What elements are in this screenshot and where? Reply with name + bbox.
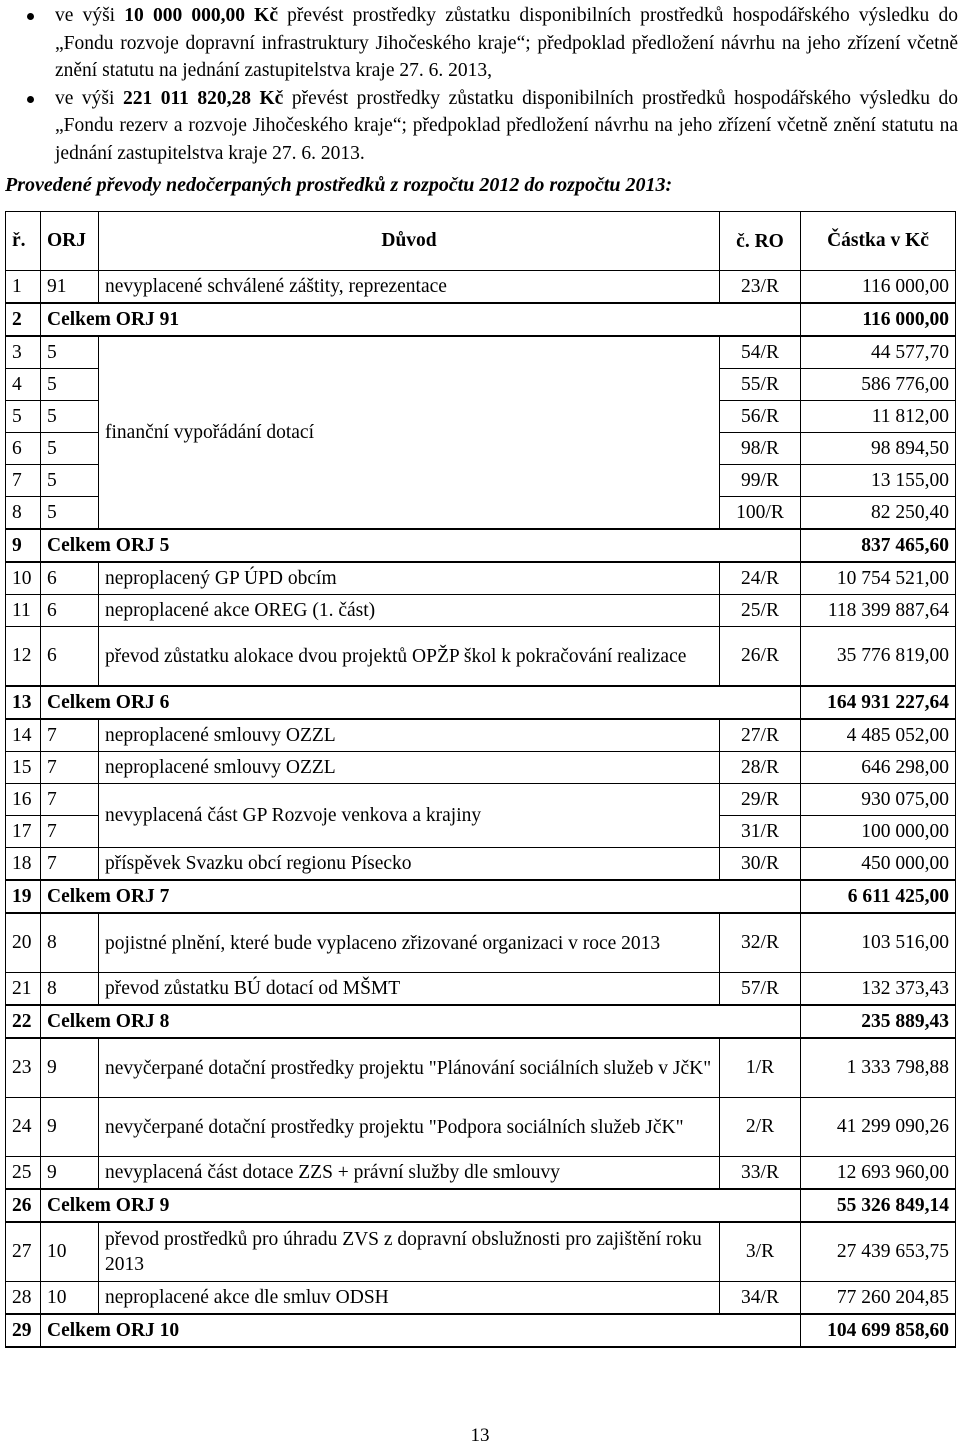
- cell-no: 8: [6, 497, 41, 530]
- cell-amount: 4 485 052,00: [801, 719, 956, 752]
- cell-total-label: Celkem ORJ 6: [41, 686, 801, 719]
- bullet-amount: 221 011 820,28 Kč: [122, 87, 284, 109]
- table-row: [6, 627, 956, 687]
- cell-orj: 5: [41, 497, 99, 530]
- cell-reason: pojistné plnění, které bude vyplaceno zřizované organizaci v roce 2013: [99, 913, 720, 973]
- cell-amount: 646 298,00: [801, 752, 956, 784]
- cell-reason: neproplacené smlouvy OZZL: [99, 752, 720, 784]
- cell-orj: 8: [41, 913, 99, 973]
- cell-no: 3: [6, 336, 41, 369]
- cell-orj: 91: [41, 271, 99, 304]
- cell-ro: 55/R: [720, 369, 801, 401]
- cell-amount: 104 699 858,60: [801, 1314, 956, 1347]
- cell-total-label: Celkem ORJ 5: [41, 529, 801, 562]
- cell-amount: 27 439 653,75: [801, 1222, 956, 1282]
- cell-no: 24: [6, 1098, 41, 1157]
- cell-amount: 6 611 425,00: [801, 880, 956, 913]
- cell-amount: 132 373,43: [801, 973, 956, 1006]
- cell-ro: 27/R: [720, 719, 801, 752]
- bullet-amount: 10 000 000,00 Kč: [124, 5, 278, 26]
- cell-amount: 103 516,00: [801, 913, 956, 973]
- cell-no: 12: [6, 627, 41, 687]
- bullet-prefix: ve výši: [55, 5, 125, 26]
- cell-reason: neproplacené akce OREG (1. část): [99, 595, 720, 627]
- cell-amount: 35 776 819,00: [801, 627, 956, 687]
- total-row: [6, 880, 956, 913]
- cell-no: 26: [6, 1189, 41, 1222]
- cell-amount: 44 577,70: [801, 336, 956, 369]
- cell-orj: 5: [41, 465, 99, 497]
- cell-no: 11: [6, 595, 41, 627]
- total-row: [6, 1314, 956, 1347]
- cell-ro: 29/R: [720, 784, 801, 816]
- cell-amount: 82 250,40: [801, 497, 956, 530]
- table-row: [6, 913, 956, 973]
- cell-amount: 100 000,00: [801, 816, 956, 848]
- cell-no: 25: [6, 1157, 41, 1190]
- cell-no: 9: [6, 529, 41, 562]
- cell-no: 2: [6, 303, 41, 336]
- total-row: [6, 1189, 956, 1222]
- table-row: [6, 1098, 956, 1157]
- table-row: [6, 784, 956, 816]
- cell-total-label: Celkem ORJ 9: [41, 1189, 801, 1222]
- header-amount: Částka v Kč: [801, 212, 956, 271]
- cell-amount: 13 155,00: [801, 465, 956, 497]
- cell-no: 19: [6, 880, 41, 913]
- cell-amount: 98 894,50: [801, 433, 956, 465]
- cell-no: 28: [6, 1282, 41, 1315]
- cell-ro: 3/R: [720, 1222, 801, 1282]
- cell-no: 21: [6, 973, 41, 1006]
- cell-total-label: Celkem ORJ 7: [41, 880, 801, 913]
- cell-amount: 11 812,00: [801, 401, 956, 433]
- cell-orj: 9: [41, 1157, 99, 1190]
- cell-orj: 5: [41, 401, 99, 433]
- cell-no: 22: [6, 1005, 41, 1038]
- cell-ro: 26/R: [720, 627, 801, 687]
- cell-reason: neproplacené akce dle smluv ODSH: [99, 1282, 720, 1315]
- bullet-dot-icon: [27, 13, 34, 20]
- bullet-text: převést prostředky zůstatku disponibilních prostředků hospodářského výsledku do „Fondu rezerv a rozvoje Jihočeského kraje“; předpoklad předložení návrhu na jeho zřízení včetně znění statutu na jednání zastupitelstva kraje 27. 6. 2013.: [55, 87, 958, 164]
- cell-ro: 99/R: [720, 465, 801, 497]
- cell-orj: 5: [41, 369, 99, 401]
- table-row: [6, 562, 956, 595]
- cell-no: 7: [6, 465, 41, 497]
- cell-amount: 837 465,60: [801, 529, 956, 562]
- cell-total-label: Celkem ORJ 91: [41, 303, 801, 336]
- table-row: [6, 336, 956, 369]
- total-row: [6, 303, 956, 336]
- cell-reason-merged: finanční vypořádání dotací: [99, 336, 720, 529]
- cell-ro: 34/R: [720, 1282, 801, 1315]
- table-row: [6, 1222, 956, 1282]
- table-row: [6, 973, 956, 1006]
- header-ro: č. RO: [720, 212, 801, 271]
- cell-ro: 23/R: [720, 271, 801, 304]
- header-orj: ORJ: [41, 212, 99, 271]
- transfers-table: [5, 211, 956, 1348]
- cell-orj: 6: [41, 627, 99, 687]
- cell-orj: 10: [41, 1222, 99, 1282]
- cell-orj: 7: [41, 719, 99, 752]
- total-row: [6, 1005, 956, 1038]
- cell-amount: 586 776,00: [801, 369, 956, 401]
- bullet-list: [0, 2, 958, 167]
- cell-orj: 7: [41, 784, 99, 816]
- cell-amount: 930 075,00: [801, 784, 956, 816]
- header-reason: Důvod: [99, 212, 720, 271]
- bullet-text: převést prostředky zůstatku disponibilních prostředků hospodářského výsledku do „Fondu rozvoje dopravní infrastruktury Jihočeského kraje“; předpoklad předložení návrhu na jeho zřízení včetně znění statutu na jednání zastupitelstva kraje 27. 6. 2013,: [55, 5, 958, 81]
- cell-amount: 1 333 798,88: [801, 1038, 956, 1098]
- cell-reason: neproplacené smlouvy OZZL: [99, 719, 720, 752]
- cell-orj: 7: [41, 752, 99, 784]
- table-row: [6, 1157, 956, 1190]
- cell-orj: 8: [41, 973, 99, 1006]
- cell-no: 15: [6, 752, 41, 784]
- bullet-prefix: ve výši: [55, 87, 123, 109]
- cell-orj: 9: [41, 1098, 99, 1157]
- table-row: [6, 752, 956, 784]
- cell-ro: 33/R: [720, 1157, 801, 1190]
- cell-orj: 7: [41, 816, 99, 848]
- cell-ro: 24/R: [720, 562, 801, 595]
- cell-orj: 6: [41, 595, 99, 627]
- cell-reason: nevyčerpané dotační prostředky projektu "Plánování sociálních služeb v JčK": [99, 1038, 720, 1098]
- cell-no: 20: [6, 913, 41, 973]
- cell-total-label: Celkem ORJ 8: [41, 1005, 801, 1038]
- cell-ro: 28/R: [720, 752, 801, 784]
- total-row: [6, 529, 956, 562]
- total-row: [6, 686, 956, 719]
- cell-no: 18: [6, 848, 41, 881]
- cell-orj: 5: [41, 433, 99, 465]
- cell-reason: převod zůstatku alokace dvou projektů OPŽP škol k pokračování realizace: [99, 627, 720, 687]
- bullet-item: [0, 85, 958, 168]
- cell-reason: převod zůstatku BÚ dotací od MŠMT: [99, 973, 720, 1006]
- header-no: ř.: [6, 212, 41, 271]
- cell-amount: 77 260 204,85: [801, 1282, 956, 1315]
- cell-no: 10: [6, 562, 41, 595]
- cell-amount: 41 299 090,26: [801, 1098, 956, 1157]
- table-row: [6, 1282, 956, 1315]
- cell-amount: 116 000,00: [801, 303, 956, 336]
- cell-amount: 12 693 960,00: [801, 1157, 956, 1190]
- cell-no: 6: [6, 433, 41, 465]
- cell-orj: 6: [41, 562, 99, 595]
- cell-orj: 10: [41, 1282, 99, 1315]
- page-number: 13: [470, 1425, 490, 1446]
- cell-reason: neproplacený GP ÚPD obcím: [99, 562, 720, 595]
- cell-orj: 9: [41, 1038, 99, 1098]
- cell-amount: 235 889,43: [801, 1005, 956, 1038]
- cell-reason: nevyplacená část dotace ZZS + právní služby dle smlouvy: [99, 1157, 720, 1190]
- cell-ro: 57/R: [720, 973, 801, 1006]
- cell-reason-merged: nevyplacená část GP Rozvoje venkova a krajiny: [99, 784, 720, 848]
- cell-reason: nevyčerpané dotační prostředky projektu "Podpora sociálních služeb JčK": [99, 1098, 720, 1157]
- cell-ro: 31/R: [720, 816, 801, 848]
- cell-ro: 25/R: [720, 595, 801, 627]
- cell-ro: 32/R: [720, 913, 801, 973]
- table-row: [6, 271, 956, 304]
- cell-no: 17: [6, 816, 41, 848]
- bullet-dot-icon: [27, 96, 34, 103]
- cell-total-label: Celkem ORJ 10: [41, 1314, 801, 1347]
- table-row: [6, 719, 956, 752]
- cell-ro: 98/R: [720, 433, 801, 465]
- cell-no: 14: [6, 719, 41, 752]
- cell-amount: 450 000,00: [801, 848, 956, 881]
- cell-reason: nevyplacené schválené záštity, reprezentace: [99, 271, 720, 304]
- cell-amount: 118 399 887,64: [801, 595, 956, 627]
- cell-amount: 10 754 521,00: [801, 562, 956, 595]
- table-row: [6, 595, 956, 627]
- cell-amount: 55 326 849,14: [801, 1189, 956, 1222]
- section-heading: Provedené převody nedočerpaných prostředků z rozpočtu 2012 do rozpočtu 2013:: [5, 174, 673, 196]
- cell-no: 23: [6, 1038, 41, 1098]
- table-header-row: [6, 212, 956, 271]
- table-row: [6, 848, 956, 881]
- cell-ro: 54/R: [720, 336, 801, 369]
- cell-orj: 5: [41, 336, 99, 369]
- cell-no: 1: [6, 271, 41, 304]
- cell-amount: 116 000,00: [801, 271, 956, 304]
- cell-no: 13: [6, 686, 41, 719]
- cell-ro: 30/R: [720, 848, 801, 881]
- bullet-item: [0, 2, 958, 85]
- cell-reason: převod prostředků pro úhradu ZVS z dopravní obslužnosti pro zajištění roku 2013: [99, 1222, 720, 1282]
- cell-amount: 164 931 227,64: [801, 686, 956, 719]
- cell-reason: příspěvek Svazku obcí regionu Písecko: [99, 848, 720, 881]
- cell-no: 16: [6, 784, 41, 816]
- cell-ro: 2/R: [720, 1098, 801, 1157]
- cell-no: 29: [6, 1314, 41, 1347]
- cell-ro: 100/R: [720, 497, 801, 530]
- cell-no: 27: [6, 1222, 41, 1282]
- cell-orj: 7: [41, 848, 99, 881]
- cell-no: 4: [6, 369, 41, 401]
- table-row: [6, 1038, 956, 1098]
- cell-ro: 56/R: [720, 401, 801, 433]
- cell-ro: 1/R: [720, 1038, 801, 1098]
- cell-no: 5: [6, 401, 41, 433]
